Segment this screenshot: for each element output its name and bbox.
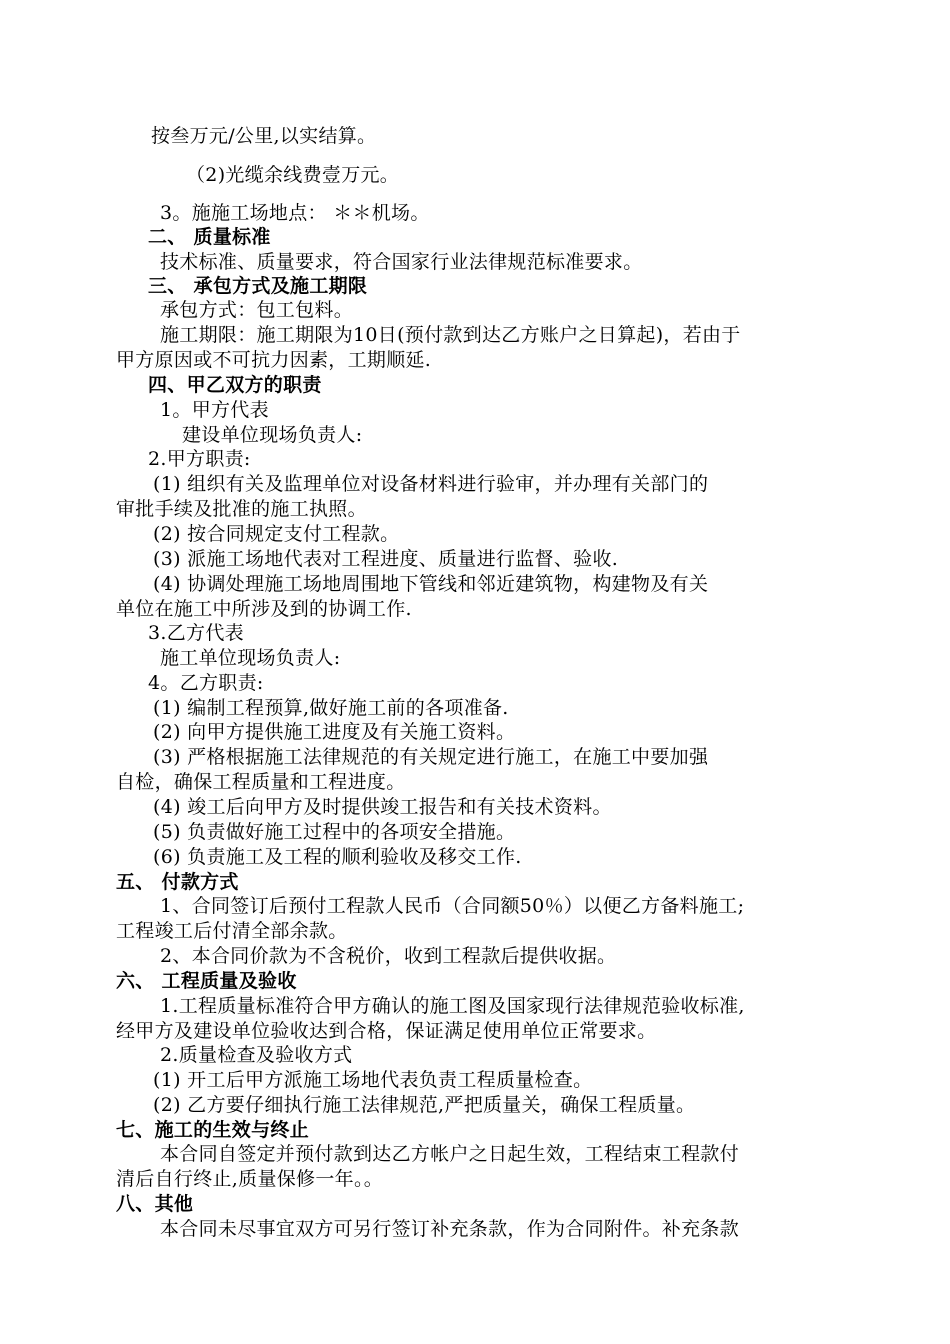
text-line: 经甲方及建设单位验收达到合格，保证满足使用单位正常要求。	[116, 1020, 657, 1042]
text-line: 本合同自签定并预付款到达乙方帐户之日起生效，工程结束工程款付	[160, 1143, 740, 1165]
text-line: （2)光缆余线费壹万元。	[186, 164, 400, 186]
text-line: 审批手续及批准的施工执照。	[116, 498, 367, 520]
text-line: (4) 协调处理施工场地周围地下管线和邻近建筑物，构建物及有关	[153, 573, 709, 595]
text-line: 2、本合同价款为不含税价，收到工程款后提供收据。	[160, 945, 617, 967]
text-line: 1。甲方代表	[160, 399, 269, 421]
text-line: 4。乙方职责:	[148, 672, 264, 694]
text-line: 1、合同签订后预付工程款人民币（合同额50％）以便乙方备料施工;	[160, 895, 745, 917]
text-line: (2) 向甲方提供施工进度及有关施工资料。	[153, 721, 516, 743]
section-heading: 三、 承包方式及施工期限	[148, 275, 368, 297]
text-line: 清后自行终止,质量保修一年。。	[116, 1168, 384, 1190]
text-line: (1) 组织有关及监理单位对设备材料进行验审，并办理有关部门的	[153, 473, 709, 495]
text-line: 单位在施工中所涉及到的协调工作.	[116, 598, 412, 620]
text-line: (3) 派施工场地代表对工程进度、质量进行监督、验收.	[153, 548, 619, 570]
text-line: 承包方式：包工包料。	[160, 299, 354, 321]
text-line: 工程竣工后付清全部余款。	[116, 920, 348, 942]
section-heading: 七、施工的生效与终止	[116, 1119, 310, 1141]
text-line: (2) 按合同规定支付工程款。	[153, 523, 400, 545]
text-line: 1.工程质量标准符合甲方确认的施工图及国家现行法律规范验收标准,	[160, 995, 745, 1017]
text-line: 3。施施工场地点： ＊＊机场。	[160, 202, 430, 224]
text-line: 按叁万元/公里,以实结算。	[151, 125, 377, 147]
section-heading: 五、 付款方式	[116, 871, 239, 893]
text-line: 施工期限：施工期限为10日(预付款到达乙方账户之日算起)，若由于	[160, 324, 741, 346]
text-line: 自检，确保工程质量和工程进度。	[116, 771, 406, 793]
text-line: 施工单位现场负责人:	[160, 647, 341, 669]
text-line: (6) 负责施工及工程的顺利验收及移交工作.	[153, 846, 522, 868]
text-line: (3) 严格根据施工法律规范的有关规定进行施工，在施工中要加强	[153, 746, 709, 768]
text-line: 本合同未尽事宜双方可另行签订补充条款，作为合同附件。补充条款	[160, 1218, 740, 1240]
text-line: (2) 乙方要仔细执行施工法律规范,严把质量关，确保工程质量。	[153, 1094, 696, 1116]
text-line: 甲方原因或不可抗力因素，工期顺延.	[116, 349, 432, 371]
text-line: (1) 开工后甲方派施工场地代表负责工程质量检查。	[153, 1069, 593, 1091]
text-line: (1) 编制工程预算,做好施工前的各项准备.	[153, 697, 509, 719]
section-heading: 二、 质量标准	[148, 226, 271, 248]
text-line: 2.甲方职责:	[148, 448, 251, 470]
text-line: 建设单位现场负责人:	[182, 424, 363, 446]
text-line: 3.乙方代表	[148, 622, 244, 644]
section-heading: 六、 工程质量及验收	[116, 970, 297, 992]
text-line: 2.质量检查及验收方式	[160, 1044, 353, 1066]
text-line: (4) 竣工后向甲方及时提供竣工报告和有关技术资料。	[153, 796, 612, 818]
section-heading: 八、其他	[116, 1193, 194, 1215]
text-line: 技术标准、质量要求，符合国家行业法律规范标准要求。	[160, 251, 643, 273]
text-line: (5) 负责做好施工过程中的各项安全措施。	[153, 821, 516, 843]
section-heading: 四、甲乙双方的职责	[148, 374, 322, 396]
